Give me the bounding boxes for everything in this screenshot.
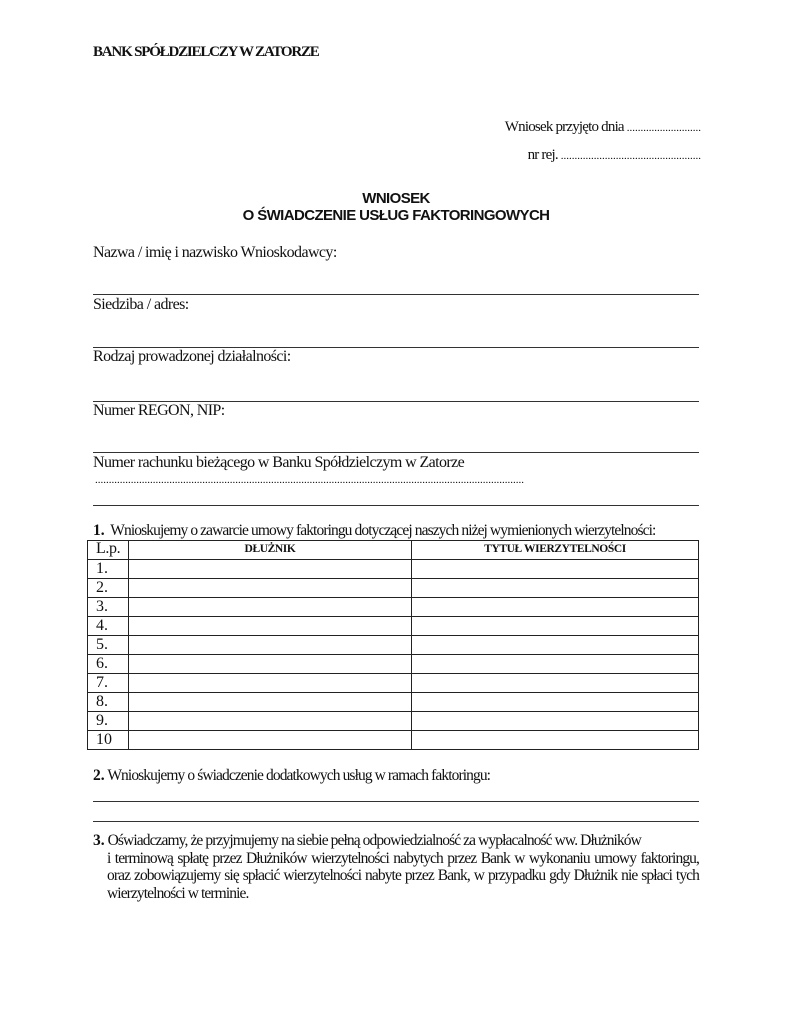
row-number: 7. xyxy=(88,674,129,693)
additional-services-line-2[interactable] xyxy=(93,821,699,822)
receivables-table xyxy=(87,540,699,750)
form-title-line1: WNIOSEK xyxy=(362,190,430,207)
debtor-cell[interactable] xyxy=(129,731,412,750)
row-number: 4. xyxy=(88,617,129,636)
row-number: 9. xyxy=(88,712,129,731)
applicant-name-label: Nazwa / imię i nazwisko Wnioskodawcy: xyxy=(93,244,337,261)
table-row xyxy=(88,655,699,674)
account-number-label: Numer rachunku bieżącego w Banku Spółdzielczym w Zatorze xyxy=(93,454,465,471)
debtor-cell[interactable] xyxy=(129,712,412,731)
section-1 xyxy=(93,522,699,540)
title-cell[interactable] xyxy=(412,617,699,636)
row-number: 5. xyxy=(88,636,129,655)
registration-number-label: nr rej. xyxy=(527,147,558,163)
section-3-number: 3. xyxy=(93,832,105,849)
title-cell[interactable] xyxy=(412,598,699,617)
section-1-text: Wnioskujemy o zawarcie umowy faktoringu dotyczącej naszych niżej wymienionych wierzytelności: xyxy=(110,522,656,539)
section-2 xyxy=(93,767,699,785)
section-2-text: Wnioskujemy o świadczenie dodatkowych usług w ramach faktoringu: xyxy=(107,767,491,784)
title-cell[interactable] xyxy=(412,579,699,598)
registration-number-blank[interactable]: ................................................... xyxy=(560,150,701,162)
debtor-cell[interactable] xyxy=(129,560,412,579)
section-1-number: 1. xyxy=(93,522,105,539)
row-number: 2. xyxy=(88,579,129,598)
section-3-first-line: Oświadczamy, że przyjmujemy na siebie pełną odpowiedzialność za wypłacalność ww. Dłużników xyxy=(107,832,641,849)
row-number: 8. xyxy=(88,693,129,712)
received-date-field xyxy=(505,119,701,136)
table-header-row xyxy=(88,541,699,560)
row-number: 6. xyxy=(88,655,129,674)
table-row xyxy=(88,598,699,617)
table-row xyxy=(88,560,699,579)
header-lp: L.p. xyxy=(88,541,129,560)
applicant-name-line[interactable] xyxy=(93,294,699,295)
table-row xyxy=(88,674,699,693)
form-title-line2: O ŚWIADCZENIE USŁUG FAKTORINGOWYCH xyxy=(242,207,550,224)
debtor-cell[interactable] xyxy=(129,693,412,712)
table-row xyxy=(88,712,699,731)
debtor-cell[interactable] xyxy=(129,598,412,617)
title-cell[interactable] xyxy=(412,560,699,579)
row-number: 3. xyxy=(88,598,129,617)
row-number: 10 xyxy=(88,731,129,750)
header-title: TYTUŁ WIERZYTELNOŚCI xyxy=(412,541,699,560)
table-row xyxy=(88,579,699,598)
title-cell[interactable] xyxy=(412,655,699,674)
activity-label: Rodzaj prowadzonej działalności: xyxy=(93,348,291,365)
table-row xyxy=(88,693,699,712)
title-cell[interactable] xyxy=(412,693,699,712)
additional-services-line-1[interactable] xyxy=(93,801,699,802)
debtor-cell[interactable] xyxy=(129,617,412,636)
bank-name: BANK SPÓŁDZIELCZY W ZATORZE xyxy=(93,44,319,60)
title-cell[interactable] xyxy=(412,636,699,655)
table-row xyxy=(88,731,699,750)
registration-number-field xyxy=(528,147,701,164)
header-debtor: DŁUŻNIK xyxy=(129,541,412,560)
debtor-cell[interactable] xyxy=(129,579,412,598)
debtor-cell[interactable] xyxy=(129,655,412,674)
debtor-cell[interactable] xyxy=(129,674,412,693)
title-cell[interactable] xyxy=(412,674,699,693)
received-date-label: Wniosek przyjęto dnia xyxy=(504,119,624,135)
regon-nip-label: Numer REGON, NIP: xyxy=(93,402,225,419)
regon-nip-line[interactable] xyxy=(93,452,699,453)
section-3-declaration xyxy=(93,832,699,902)
received-date-blank[interactable]: ........................... xyxy=(626,122,701,134)
table-row xyxy=(88,636,699,655)
account-number-line[interactable] xyxy=(93,505,699,506)
section-3-continuation: i terminową spłatę przez Dłużników wierzytelności nabytych przez Bank w wykonaniu umowy faktoringu, oraz zobowiązujemy się spłacić wierzytelności nabyte przez Bank, w przypadku gdy Dłużnik nie spłaci tych wierzytelności w terminie. xyxy=(107,849,699,902)
form-title xyxy=(93,190,699,224)
debtor-cell[interactable] xyxy=(129,636,412,655)
table-row xyxy=(88,617,699,636)
row-number: 1. xyxy=(88,560,129,579)
title-cell[interactable] xyxy=(412,712,699,731)
section-2-number: 2. xyxy=(93,767,105,784)
title-cell[interactable] xyxy=(412,731,699,750)
address-label: Siedziba / adres: xyxy=(93,296,189,313)
account-number-dots[interactable]: ............................................................................................................................................................ xyxy=(95,474,524,486)
